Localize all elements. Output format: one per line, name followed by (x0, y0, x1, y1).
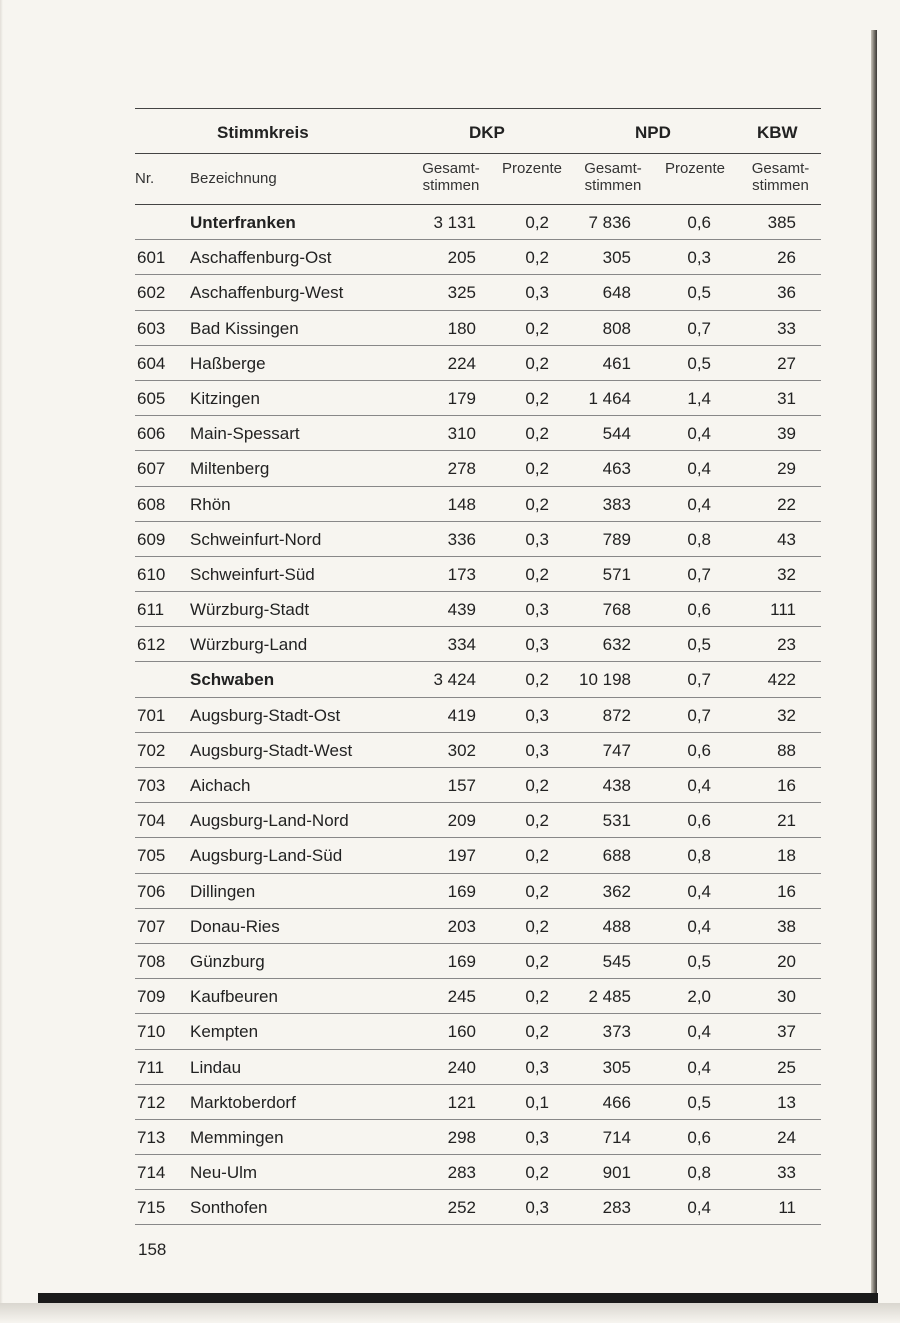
cell-dkp-p: 0,2 (525, 1163, 549, 1183)
cell-name: Augsburg-Stadt-West (190, 740, 353, 760)
cell-npd-p: 0,6 (687, 213, 711, 232)
cell-kbw-g: 422 (767, 670, 796, 690)
cell-name: Main-Spessart (190, 424, 300, 444)
cell-npd-p: 2,0 (687, 987, 711, 1007)
cell-dkp-p: 0,2 (525, 248, 549, 268)
cell-dkp-p: 0,3 (525, 1198, 549, 1218)
cell-npd-p: 0,6 (687, 811, 711, 831)
cell-npd-g: 545 (602, 951, 631, 971)
table-row (135, 1085, 821, 1120)
table-row (135, 311, 821, 346)
cell-npd-g: 789 (602, 529, 631, 549)
cell-npd-p: 0,6 (687, 1127, 711, 1147)
cell-npd-p: 0,4 (687, 776, 711, 795)
cell-npd-p: 0,4 (687, 494, 711, 514)
cell-nr: 612 (137, 635, 166, 655)
cell-dkp-g: 179 (447, 388, 476, 408)
cell-nr: 608 (137, 494, 166, 514)
header-nr: Nr. (135, 170, 155, 187)
cell-kbw-g: 36 (777, 283, 796, 303)
table-row (135, 346, 821, 381)
cell-npd-p: 0,6 (687, 740, 711, 760)
cell-nr: 611 (137, 600, 165, 620)
cell-npd-g: 632 (602, 635, 631, 655)
cell-dkp-g: 3 131 (433, 213, 476, 232)
cell-dkp-p: 0,2 (525, 353, 549, 373)
cell-dkp-g: 203 (447, 916, 476, 936)
cell-kbw-g: 39 (777, 424, 796, 444)
cell-nr: 606 (137, 424, 166, 444)
cell-name: Schweinfurt-Süd (190, 564, 315, 584)
cell-npd-p: 0,5 (687, 283, 711, 303)
table-row (135, 909, 821, 944)
cell-npd-g: 283 (602, 1198, 631, 1218)
cell-nr: 715 (137, 1198, 166, 1218)
cell-npd-g: 1 464 (588, 388, 631, 408)
cell-name: Aschaffenburg-Ost (190, 248, 332, 268)
cell-kbw-g: 16 (777, 776, 796, 795)
cell-name: Dillingen (190, 881, 256, 901)
cell-kbw-g: 23 (777, 635, 796, 655)
cell-npd-g: 466 (602, 1092, 631, 1112)
cell-dkp-p: 0,2 (525, 811, 549, 831)
cell-nr: 703 (137, 776, 166, 795)
cell-nr: 711 (137, 1057, 165, 1077)
cell-npd-p: 1,4 (687, 388, 711, 408)
cell-dkp-p: 0,2 (525, 881, 549, 901)
cell-dkp-p: 0,2 (525, 388, 549, 408)
cell-kbw-g: 13 (777, 1092, 796, 1112)
cell-name: Würzburg-Stadt (190, 600, 310, 620)
cell-name: Kempten (190, 1022, 259, 1042)
header-kbw-gesamt (740, 160, 821, 194)
cell-nr: 712 (137, 1092, 166, 1112)
header-bezeichnung: Bezeichnung (190, 170, 277, 187)
header-kbw-gesamt-line1: Gesamt- (751, 160, 810, 177)
cell-npd-g: 461 (602, 353, 631, 373)
cell-kbw-g: 24 (777, 1127, 796, 1147)
cell-kbw-g: 18 (777, 846, 796, 866)
table-row (135, 979, 821, 1014)
cell-name: Sonthofen (190, 1198, 268, 1218)
header-dkp-gesamt-line2: stimmen (422, 177, 480, 194)
cell-dkp-g: 298 (447, 1127, 476, 1147)
cell-dkp-p: 0,3 (525, 1127, 549, 1147)
cell-npd-p: 0,8 (687, 529, 711, 549)
cell-name: Rhön (190, 494, 231, 514)
table-row (135, 698, 821, 733)
cell-name: Würzburg-Land (190, 635, 308, 655)
cell-kbw-g: 16 (777, 881, 796, 901)
cell-npd-g: 362 (602, 881, 631, 901)
cell-npd-p: 0,4 (687, 1057, 711, 1077)
header-dkp-gesamt (413, 160, 489, 194)
cell-dkp-p: 0,2 (525, 213, 549, 232)
header-stimmkreis: Stimmkreis (217, 123, 309, 142)
table-row (135, 451, 821, 486)
cell-name: Marktoberdorf (190, 1092, 296, 1112)
cell-npd-g: 7 836 (588, 213, 631, 232)
cell-dkp-g: 205 (447, 248, 476, 268)
cell-npd-g: 531 (602, 811, 631, 831)
cell-dkp-p: 0,2 (525, 494, 549, 514)
cell-dkp-p: 0,3 (525, 1057, 549, 1077)
cell-dkp-g: 283 (447, 1163, 476, 1183)
table-body (135, 205, 821, 1225)
cell-name: Bad Kissingen (190, 318, 299, 338)
cell-dkp-g: 197 (447, 846, 476, 866)
cell-npd-p: 0,3 (687, 248, 711, 268)
cell-npd-p: 0,7 (687, 705, 711, 725)
cell-nr: 702 (137, 740, 166, 760)
cell-dkp-p: 0,2 (525, 318, 549, 338)
cell-dkp-g: 240 (447, 1057, 476, 1077)
cell-dkp-p: 0,1 (525, 1092, 549, 1112)
header-dkp-gesamt-line1: Gesamt- (422, 160, 480, 177)
cell-nr: 601 (137, 248, 166, 268)
header-row-columns (135, 153, 821, 205)
cell-dkp-p: 0,3 (525, 529, 549, 549)
cell-kbw-g: 33 (777, 1163, 796, 1183)
cell-npd-g: 305 (602, 248, 631, 268)
header-dkp: DKP (469, 123, 505, 142)
cell-npd-g: 10 198 (579, 670, 631, 690)
table-row (135, 874, 821, 909)
cell-dkp-g: 278 (447, 459, 476, 479)
cell-npd-p: 0,7 (687, 670, 711, 690)
cell-npd-g: 747 (602, 740, 631, 760)
cell-nr: 705 (137, 846, 166, 866)
cell-kbw-g: 30 (777, 987, 796, 1007)
cell-dkp-g: 252 (447, 1198, 476, 1218)
cell-name: Augsburg-Stadt-Ost (190, 705, 341, 725)
cell-kbw-g: 38 (777, 916, 796, 936)
table-row (135, 1120, 821, 1155)
table-group-row (135, 662, 821, 697)
cell-npd-g: 901 (602, 1163, 631, 1183)
cell-nr: 605 (137, 388, 166, 408)
header-kbw-gesamt-line2: stimmen (752, 177, 809, 194)
table-row (135, 627, 821, 662)
cell-npd-g: 571 (602, 564, 631, 584)
cell-dkp-g: 224 (447, 353, 476, 373)
cell-npd-p: 0,4 (687, 1198, 711, 1218)
cell-npd-g: 2 485 (588, 987, 631, 1007)
table-row (135, 1050, 821, 1085)
cell-npd-g: 872 (602, 705, 631, 725)
table-row (135, 557, 821, 592)
cell-dkp-g: 160 (447, 1022, 476, 1042)
cell-kbw-g: 26 (777, 248, 796, 268)
cell-dkp-g: 336 (447, 529, 476, 549)
cell-kbw-g: 32 (777, 564, 796, 584)
cell-nr: 604 (137, 353, 166, 373)
cell-dkp-g: 173 (447, 564, 476, 584)
cell-kbw-g: 88 (777, 740, 796, 760)
cell-nr: 607 (137, 459, 166, 479)
cell-npd-g: 768 (602, 600, 631, 620)
page-bottom-edge (38, 1293, 878, 1303)
table-row (135, 275, 821, 310)
page-number: 158 (138, 1240, 167, 1259)
cell-dkp-g: 169 (447, 881, 476, 901)
cell-dkp-g: 157 (447, 776, 476, 795)
cell-name: Augsburg-Land-Nord (190, 811, 349, 831)
cell-kbw-g: 43 (777, 529, 796, 549)
cell-dkp-p: 0,2 (525, 459, 549, 479)
table-row (135, 1155, 821, 1190)
cell-dkp-g: 148 (447, 494, 476, 514)
cell-name: Günzburg (190, 951, 265, 971)
cell-name: Memmingen (190, 1127, 284, 1147)
cell-npd-p: 0,5 (687, 635, 711, 655)
cell-dkp-g: 169 (447, 951, 476, 971)
table-group-row (135, 205, 821, 240)
cell-kbw-g: 21 (777, 811, 796, 831)
cell-nr: 709 (137, 987, 166, 1007)
table-row (135, 487, 821, 522)
cell-npd-p: 0,8 (687, 1163, 711, 1183)
table-row (135, 803, 821, 838)
cell-name: Lindau (190, 1057, 242, 1077)
cell-nr: 603 (137, 318, 166, 338)
cell-npd-p: 0,4 (687, 881, 711, 901)
cell-npd-g: 438 (602, 776, 631, 795)
cell-npd-p: 0,4 (687, 916, 711, 936)
cell-dkp-g: 209 (447, 811, 476, 831)
cell-dkp-p: 0,2 (525, 987, 549, 1007)
results-table (135, 108, 821, 1225)
cell-dkp-g: 180 (447, 318, 476, 338)
cell-dkp-p: 0,3 (525, 283, 549, 303)
cell-nr: 701 (137, 705, 166, 725)
table-row (135, 1190, 821, 1225)
cell-name: Schweinfurt-Nord (190, 529, 322, 549)
cell-nr: 707 (137, 916, 166, 936)
table-row (135, 592, 821, 627)
cell-dkp-p: 0,2 (525, 424, 549, 444)
cell-npd-p: 0,4 (687, 424, 711, 444)
cell-npd-g: 714 (602, 1127, 631, 1147)
table-row (135, 381, 821, 416)
cell-npd-g: 305 (602, 1057, 631, 1077)
cell-name: Kitzingen (190, 388, 260, 408)
cell-dkp-p: 0,2 (525, 1022, 549, 1042)
cell-dkp-g: 419 (447, 705, 476, 725)
header-npd-gesamt-line1: Gesamt- (584, 160, 642, 177)
cell-kbw-g: 37 (777, 1022, 796, 1042)
page-bottom-shadow (0, 1303, 900, 1323)
cell-npd-g: 373 (602, 1022, 631, 1042)
page-gutter-shadow (0, 0, 3, 1323)
cell-kbw-g: 31 (777, 388, 796, 408)
cell-nr: 713 (137, 1127, 166, 1147)
cell-nr: 710 (137, 1022, 166, 1042)
header-dkp-prozente: Prozente (501, 160, 563, 177)
cell-name: Kaufbeuren (190, 987, 278, 1007)
cell-npd-p: 0,7 (687, 318, 711, 338)
cell-npd-g: 544 (602, 424, 631, 444)
cell-kbw-g: 111 (770, 600, 796, 620)
header-kbw: KBW (757, 123, 798, 142)
cell-kbw-g: 22 (777, 494, 796, 514)
cell-name: Neu-Ulm (190, 1163, 258, 1183)
cell-kbw-g: 11 (778, 1198, 796, 1218)
cell-dkp-g: 245 (447, 987, 476, 1007)
header-row-groups (135, 109, 821, 153)
cell-kbw-g: 25 (777, 1057, 796, 1077)
header-npd-prozente: Prozente (664, 160, 726, 177)
cell-name: Miltenberg (190, 459, 270, 479)
cell-dkp-g: 302 (447, 740, 476, 760)
cell-npd-p: 0,6 (687, 600, 711, 620)
table-row (135, 416, 821, 451)
cell-npd-p: 0,5 (687, 951, 711, 971)
table-row (135, 522, 821, 557)
cell-dkp-p: 0,2 (525, 776, 549, 795)
cell-npd-g: 688 (602, 846, 631, 866)
cell-name: Augsburg-Land-Süd (190, 846, 343, 866)
cell-nr: 708 (137, 951, 166, 971)
cell-kbw-g: 32 (777, 705, 796, 725)
header-npd-gesamt (575, 160, 651, 194)
cell-dkp-g: 3 424 (433, 670, 476, 690)
cell-dkp-p: 0,2 (525, 846, 549, 866)
cell-kbw-g: 33 (777, 318, 796, 338)
cell-dkp-p: 0,2 (525, 670, 549, 690)
cell-dkp-g: 334 (447, 635, 476, 655)
cell-nr: 610 (137, 564, 166, 584)
header-npd: NPD (635, 123, 671, 142)
cell-name: Donau-Ries (190, 916, 280, 936)
cell-nr: 704 (137, 811, 166, 831)
table-row (135, 1014, 821, 1049)
cell-npd-g: 488 (602, 916, 631, 936)
table-row (135, 944, 821, 979)
cell-name: Schwaben (190, 670, 275, 690)
cell-dkp-p: 0,3 (525, 740, 549, 760)
cell-dkp-p: 0,3 (525, 705, 549, 725)
cell-npd-p: 0,4 (687, 1022, 711, 1042)
cell-kbw-g: 27 (777, 353, 796, 373)
cell-npd-p: 0,8 (687, 846, 711, 866)
cell-kbw-g: 20 (777, 951, 796, 971)
cell-kbw-g: 29 (777, 459, 796, 479)
table-row (135, 838, 821, 873)
cell-name: Aschaffenburg-West (190, 283, 344, 303)
cell-name: Aichach (190, 776, 251, 795)
cell-npd-g: 808 (602, 318, 631, 338)
cell-nr: 714 (137, 1163, 166, 1183)
cell-kbw-g: 385 (767, 213, 796, 232)
cell-dkp-p: 0,2 (525, 916, 549, 936)
cell-dkp-p: 0,2 (525, 564, 549, 584)
cell-name: Haßberge (190, 353, 266, 373)
table-row (135, 240, 821, 275)
cell-npd-g: 463 (602, 459, 631, 479)
cell-npd-p: 0,7 (687, 564, 711, 584)
cell-dkp-p: 0,2 (525, 951, 549, 971)
cell-name: Unterfranken (190, 213, 296, 232)
cell-npd-g: 383 (602, 494, 631, 514)
table-row (135, 768, 821, 803)
table-row (135, 733, 821, 768)
cell-npd-g: 648 (602, 283, 631, 303)
cell-dkp-g: 121 (447, 1092, 476, 1112)
page-right-edge (871, 30, 877, 1308)
cell-dkp-g: 310 (447, 424, 476, 444)
cell-dkp-g: 325 (447, 283, 476, 303)
header-npd-gesamt-line2: stimmen (584, 177, 642, 194)
cell-dkp-p: 0,3 (525, 600, 549, 620)
cell-npd-p: 0,5 (687, 353, 711, 373)
cell-dkp-p: 0,3 (525, 635, 549, 655)
cell-nr: 602 (137, 283, 166, 303)
cell-nr: 706 (137, 881, 166, 901)
cell-npd-p: 0,4 (687, 459, 711, 479)
cell-npd-p: 0,5 (687, 1092, 711, 1112)
cell-dkp-g: 439 (447, 600, 476, 620)
cell-nr: 609 (137, 529, 166, 549)
